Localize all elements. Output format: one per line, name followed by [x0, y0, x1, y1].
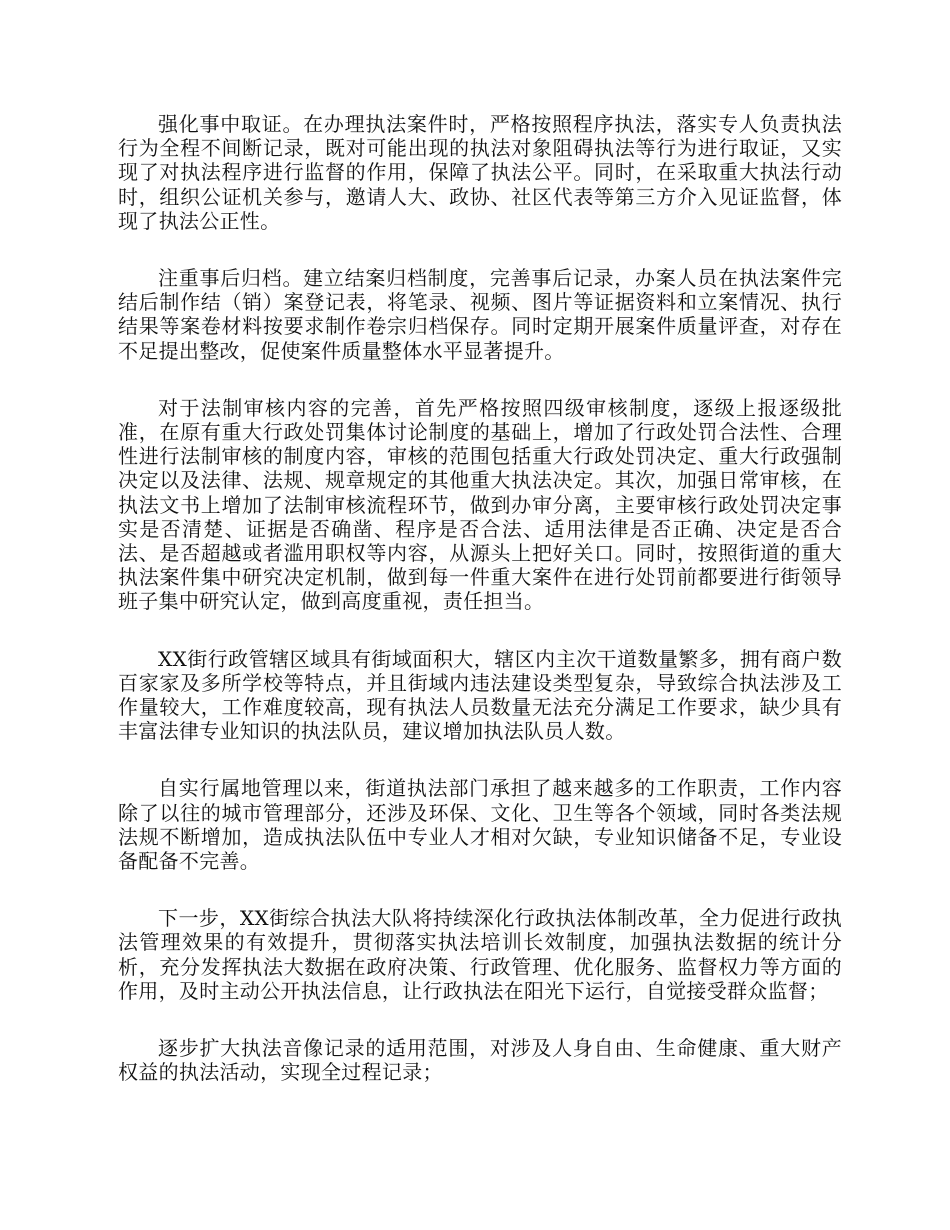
paragraph-recording-scope: 逐步扩大执法音像记录的适用范围，对涉及人身自由、生命健康、重大财产权益的执法活动，实现全过程记录；: [118, 1036, 842, 1085]
paragraph-professional-shortage: 自实行属地管理以来，街道执法部门承担了越来越多的工作职责，工作内容除了以往的城市管理部分，还涉及环保、文化、卫生等各个领域，同时各类法规法规不断增加，造成执法队伍中专业人才相对欠缺，专业知识储备不足，专业设备配备不完善。: [118, 776, 842, 874]
paragraph-staffing-issues: XX街行政管辖区域具有街域面积大，辖区内主次干道数量繁多，拥有商户数百家家及多所学校等特点，并且街域内违法建设类型复杂，导致综合执法涉及工作量较大，工作难度较高，现有执法人员数量无法充分满足工作要求，缺少具有丰富法律专业知识的执法队员，建议增加执法队员人数。: [118, 646, 842, 744]
document-page: [118, 112, 842, 1118]
paragraph-next-steps: 下一步，XX街综合执法大队将持续深化行政执法体制改革，全力促进行政执法管理效果的有效提升，贯彻落实执法培训长效制度，加强执法数据的统计分析，充分发挥执法大数据在政府决策、行政管理、优化服务、监督权力等方面的作用，及时主动公开执法信息，让行政执法在阳光下运行，自觉接受群众监督；: [118, 906, 842, 1003]
paragraph-legal-review: 对于法制审核内容的完善，首先严格按照四级审核制度，逐级上报逐级批准，在原有重大行政处罚集体讨论制度的基础上，增加了行政处罚合法性、合理性进行法制审核的制度内容，审核的范围包括重大行政处罚决定、重大行政强制决定以及法律、法规、规章规定的其他重大执法决定。其次，加强日常审核，在执法文书上增加了法制审核流程环节，做到办审分离，主要审核行政处罚决定事实是否清楚、证据是否确凿、程序是否合法、适用法律是否正确、决定是否合法、是否超越或者滥用职权等内容，从源头上把好关口。同时，按照街道的重大执法案件集中研究决定机制，做到每一件重大案件在进行处罚前都要进行街领导班子集中研究认定，做到高度重视，责任担当。: [118, 395, 842, 614]
paragraph-case-archiving: 注重事后归档。建立结案归档制度，完善事后记录，办案人员在执法案件完结后制作结（销）案登记表，将笔录、视频、图片等证据资料和立案情况、执行结果等案卷材料按要求制作卷宗归档保存。同时定期开展案件质量评查，对存在不足提出整改，促使案件质量整体水平显著提升。: [118, 266, 842, 363]
paragraph-evidence-collection: 强化事中取证。在办理执法案件时，严格按照程序执法，落实专人负责执法行为全程不间断记录，既对可能出现的执法对象阻碍执法等行为进行取证，又实现了对执法程序进行监督的作用，保障了执法公平。同时，在采取重大执法行动时，组织公证机关参与，邀请人大、政协、社区代表等第三方介入见证监督，体现了执法公正性。: [118, 112, 842, 233]
